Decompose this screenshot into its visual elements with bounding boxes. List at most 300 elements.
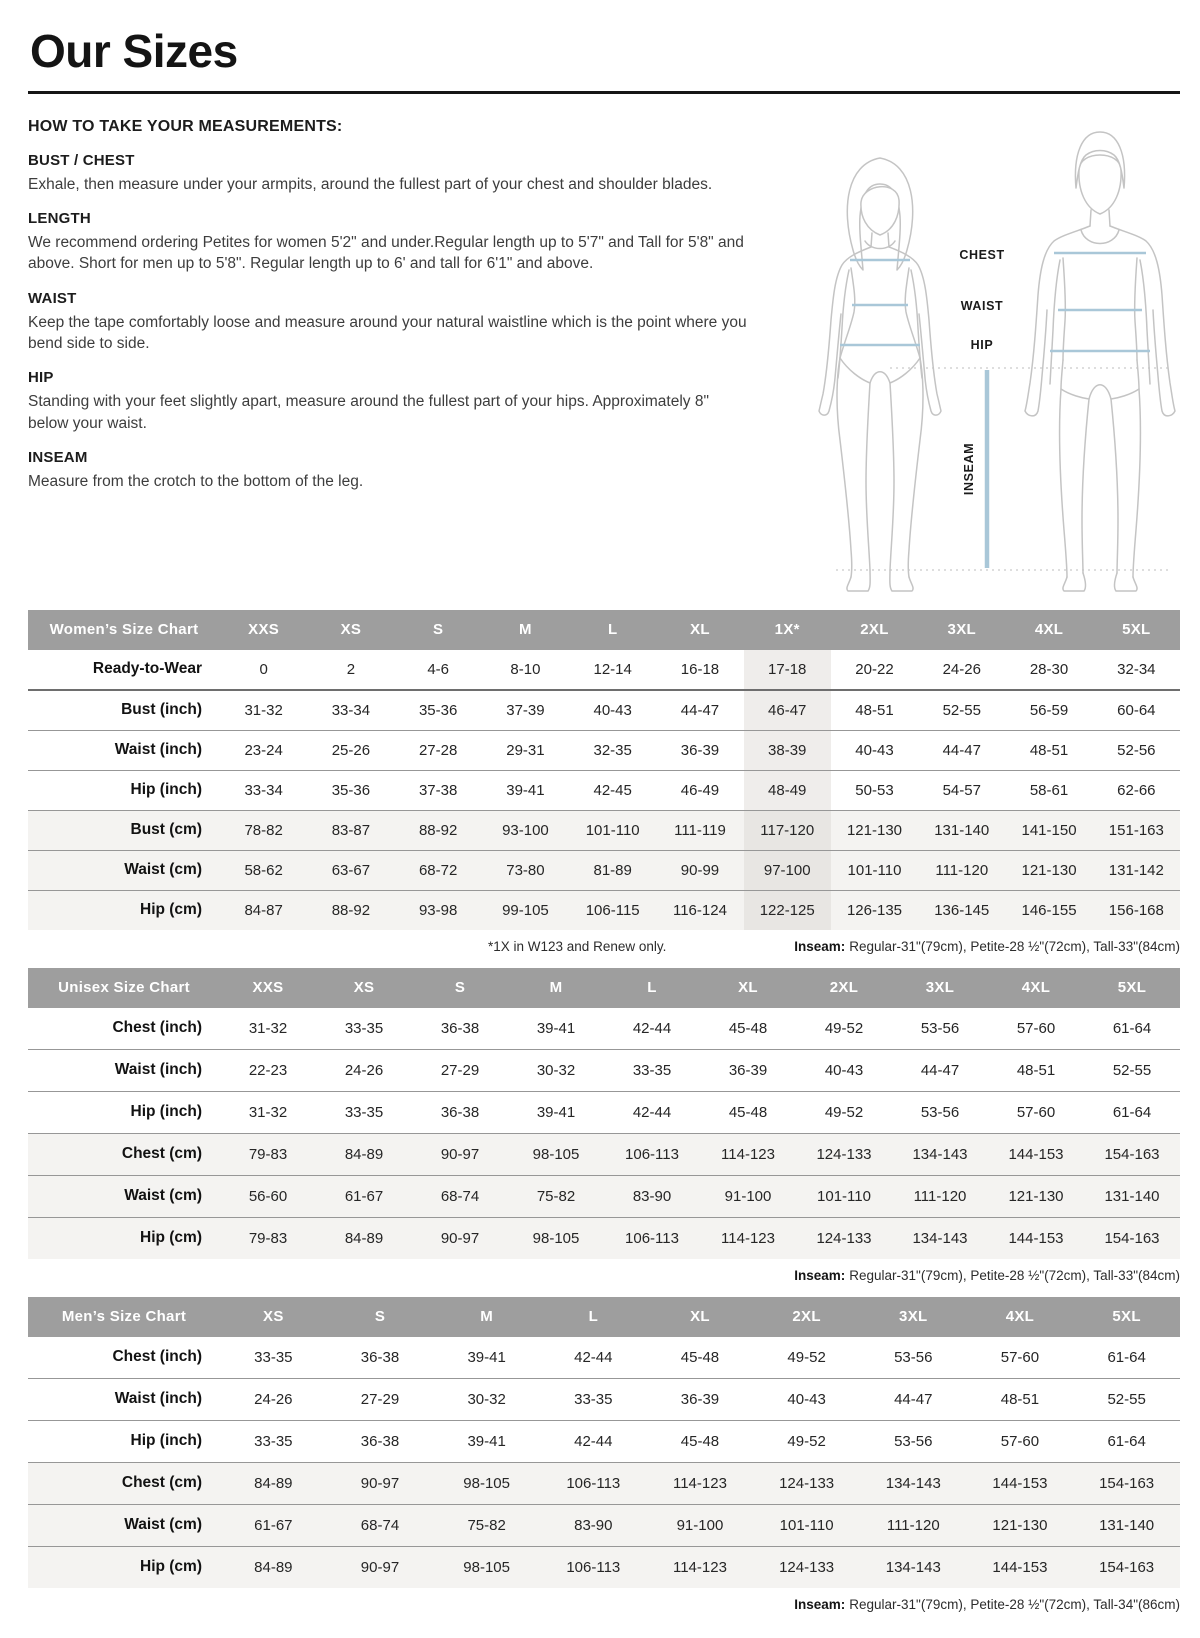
size-value-cell: 114-123 [721, 1145, 775, 1163]
table-header-row [28, 1297, 1180, 1337]
size-value-cell: 117-120 [744, 810, 831, 850]
inseam-footnote-unisex [794, 1268, 1180, 1283]
inseam-footnote-text: Regular-31"(79cm), Petite-28 ½"(72cm), Tall-33"(84cm) [849, 1267, 1180, 1283]
size-value-cell: 111-120 [935, 861, 989, 879]
size-value-cell: 156-168 [1108, 901, 1164, 919]
man-figure [1025, 132, 1175, 591]
size-table-row [28, 850, 1180, 890]
mens-table-footnotes [28, 1597, 1180, 1612]
section-body-bust-chest: Exhale, then measure under your armpits, around the fullest part of your chest and shoulder blades. [28, 175, 713, 193]
size-column-header: 1X* [744, 610, 831, 650]
size-value-cell: 61-64 [1107, 1432, 1146, 1450]
size-value-cell: 106-113 [625, 1229, 679, 1247]
size-value-cell: 32-35 [593, 741, 632, 759]
size-column-header: 2XL [796, 968, 892, 1008]
row-label: Waist (inch) [114, 741, 202, 759]
size-column-header: 5XL [1093, 610, 1180, 650]
size-value-cell: 24-26 [254, 1390, 293, 1408]
size-value-cell: 126-135 [846, 901, 903, 919]
size-value-cell: 84-89 [254, 1474, 293, 1492]
size-column-header: XS [307, 610, 394, 650]
size-column-header: S [327, 1297, 434, 1337]
size-value-cell: 136-145 [934, 901, 990, 919]
size-value-cell: 36-39 [728, 1061, 768, 1079]
size-value-cell: 36-38 [440, 1019, 480, 1037]
size-value-cell: 20-22 [855, 660, 894, 678]
size-value-cell: 33-35 [254, 1432, 293, 1450]
size-value-cell: 52-55 [942, 701, 981, 719]
section-body-waist: Keep the tape comfortably loose and measure around your natural waistline which is the point where you bend side to side. [28, 313, 747, 353]
size-value-cell: 44-47 [894, 1390, 933, 1408]
size-value-cell: 30-32 [536, 1061, 576, 1079]
row-label: Ready-to-Wear [92, 660, 202, 678]
size-value-cell: 63-67 [331, 861, 371, 879]
size-value-cell: 33-34 [244, 781, 283, 799]
size-value-cell: 98-105 [532, 1229, 580, 1247]
size-value-cell: 60-64 [1117, 701, 1156, 719]
size-table-row [28, 1008, 1180, 1050]
one-x-footnote: *1X in W123 and Renew only. [488, 938, 667, 954]
size-value-cell: 42-44 [632, 1019, 672, 1037]
size-value-cell: 58-61 [1029, 781, 1069, 799]
chart-title: Women’s Size Chart [28, 610, 220, 650]
row-label: Bust (inch) [121, 701, 202, 719]
inseam-label: INSEAM [962, 442, 976, 495]
table-header-row [28, 968, 1180, 1008]
size-value-cell: 33-35 [344, 1019, 384, 1037]
size-value-cell: 62-66 [1117, 781, 1156, 799]
size-value-cell: 101-110 [817, 1187, 871, 1205]
row-label: Hip (inch) [130, 781, 202, 799]
size-value-cell: 17-18 [744, 650, 831, 690]
size-value-cell: 151-163 [1108, 821, 1164, 839]
size-value-cell: 39-41 [467, 1432, 506, 1450]
size-value-cell: 37-38 [418, 781, 458, 799]
size-value-cell: 42-44 [632, 1103, 672, 1121]
size-column-header: 4XL [967, 1297, 1074, 1337]
size-value-cell: 114-123 [672, 1558, 727, 1576]
size-value-cell: 98-105 [463, 1558, 510, 1576]
size-column-header: 3XL [860, 1297, 967, 1337]
size-value-cell: 106-113 [566, 1558, 621, 1576]
size-table-row [28, 1378, 1180, 1420]
size-value-cell: 39-41 [506, 781, 545, 799]
size-value-cell: 52-56 [1117, 741, 1156, 759]
size-value-cell: 35-36 [331, 781, 371, 799]
size-value-cell: 134-143 [885, 1558, 941, 1576]
size-value-cell: 45-48 [680, 1432, 720, 1450]
size-value-cell: 23-24 [244, 741, 283, 759]
size-value-cell: 116-124 [672, 901, 727, 919]
size-value-cell: 44-47 [942, 741, 981, 759]
size-column-header: XL [647, 1297, 754, 1337]
woman-figure [819, 158, 941, 591]
size-value-cell: 68-74 [440, 1187, 480, 1205]
figures-panel [758, 118, 1180, 596]
size-value-cell: 121-130 [1008, 1187, 1064, 1205]
size-value-cell: 101-110 [847, 861, 902, 879]
size-value-cell: 36-38 [360, 1432, 400, 1450]
size-value-cell: 146-155 [1021, 901, 1077, 919]
size-value-cell: 58-62 [244, 861, 283, 879]
size-value-cell: 68-74 [360, 1516, 400, 1534]
row-label: Waist (cm) [124, 1187, 202, 1205]
size-value-cell: 121-130 [846, 821, 903, 839]
size-value-cell: 57-60 [1000, 1432, 1040, 1450]
size-value-cell: 83-90 [574, 1516, 613, 1534]
size-value-cell: 31-32 [244, 701, 283, 719]
size-value-cell: 27-29 [440, 1061, 480, 1079]
size-value-cell: 84-89 [254, 1558, 293, 1576]
mens-size-chart [28, 1297, 1180, 1588]
womens-size-chart [28, 610, 1180, 930]
size-value-cell: 84-89 [344, 1145, 384, 1163]
size-table-row [28, 890, 1180, 930]
unisex-size-chart [28, 968, 1180, 1259]
size-value-cell: 29-31 [506, 741, 545, 759]
chest-label: CHEST [959, 247, 1005, 262]
measurement-instructions [28, 118, 758, 493]
size-value-cell: 68-72 [418, 861, 458, 879]
size-column-header: L [604, 968, 700, 1008]
table-header-row [28, 610, 1180, 650]
size-table-row [28, 1091, 1180, 1133]
size-column-header: XL [700, 968, 796, 1008]
size-column-header: 5XL [1084, 968, 1180, 1008]
row-label: Hip (cm) [140, 1229, 202, 1247]
size-value-cell: 81-89 [593, 861, 632, 879]
size-value-cell: 106-113 [625, 1145, 679, 1163]
inseam-footnote-label: Inseam: [794, 1267, 846, 1283]
unisex-table-footnotes [28, 1268, 1180, 1283]
size-value-cell: 57-60 [1000, 1348, 1040, 1366]
size-value-cell: 0 [259, 660, 268, 678]
size-column-header: XS [220, 1297, 327, 1337]
size-table-row [28, 690, 1180, 731]
size-value-cell: 111-120 [913, 1187, 967, 1205]
size-value-cell: 48-51 [1016, 1061, 1056, 1079]
size-value-cell: 106-113 [566, 1474, 621, 1492]
size-value-cell: 154-163 [1099, 1474, 1155, 1492]
size-value-cell: 38-39 [744, 730, 831, 770]
size-value-cell: 40-43 [855, 741, 894, 759]
section-body-inseam: Measure from the crotch to the bottom of the leg. [28, 473, 364, 491]
size-value-cell: 48-51 [1029, 741, 1069, 759]
size-value-cell: 61-64 [1107, 1348, 1146, 1366]
size-value-cell: 46-47 [744, 690, 831, 731]
size-column-header: S [395, 610, 482, 650]
size-value-cell: 42-45 [593, 781, 632, 799]
inseam-footnote-men [794, 1597, 1180, 1612]
size-value-cell: 37-39 [506, 701, 545, 719]
inseam-footnote-women [794, 939, 1180, 954]
size-value-cell: 121-130 [992, 1516, 1048, 1534]
size-value-cell: 57-60 [1016, 1103, 1056, 1121]
size-value-cell: 45-48 [680, 1348, 720, 1366]
size-value-cell: 32-34 [1117, 660, 1156, 678]
size-value-cell: 31-32 [248, 1103, 288, 1121]
size-value-cell: 97-100 [744, 850, 831, 890]
size-value-cell: 61-67 [254, 1516, 293, 1534]
size-value-cell: 27-29 [360, 1390, 400, 1408]
size-value-cell: 90-97 [360, 1558, 400, 1576]
section-body-length: We recommend ordering Petites for women 5'2" and under.Regular length up to 5'7" and Tall for 5'8" and above. Short for men up to 5'8". Regular length up to 6' and tall for 6'1" and above. [28, 233, 744, 273]
waist-label: WAIST [960, 298, 1004, 313]
size-value-cell: 111-120 [886, 1516, 940, 1534]
size-value-cell: 88-92 [331, 901, 371, 919]
chart-title: Men’s Size Chart [28, 1297, 220, 1337]
size-value-cell: 33-34 [331, 701, 371, 719]
row-label: Hip (cm) [140, 1558, 202, 1576]
measurement-figures-illustration [790, 118, 1180, 596]
size-value-cell: 50-53 [855, 781, 894, 799]
size-table-row [28, 730, 1180, 770]
size-value-cell: 49-52 [787, 1348, 826, 1366]
size-value-cell: 141-150 [1021, 821, 1077, 839]
size-value-cell: 46-49 [680, 781, 720, 799]
row-label: Waist (inch) [114, 1061, 202, 1079]
size-column-header: L [540, 1297, 647, 1337]
title-divider [28, 91, 1180, 94]
size-column-header: S [412, 968, 508, 1008]
size-value-cell: 79-83 [248, 1229, 288, 1247]
size-value-cell: 33-35 [344, 1103, 384, 1121]
size-value-cell: 114-123 [721, 1229, 775, 1247]
size-value-cell: 131-142 [1108, 861, 1164, 879]
size-value-cell: 53-56 [920, 1103, 960, 1121]
size-value-cell: 61-67 [344, 1187, 384, 1205]
row-label: Chest (inch) [112, 1019, 202, 1037]
size-value-cell: 124-133 [816, 1229, 872, 1247]
size-value-cell: 2 [346, 660, 356, 678]
size-table-row [28, 1420, 1180, 1462]
size-column-header: M [482, 610, 569, 650]
inseam-footnote-label: Inseam: [794, 938, 846, 954]
size-value-cell: 124-133 [779, 1558, 835, 1576]
size-value-cell: 30-32 [467, 1390, 506, 1408]
size-value-cell: 12-14 [593, 660, 632, 678]
size-column-header: 4XL [1005, 610, 1092, 650]
size-value-cell: 48-49 [744, 770, 831, 810]
size-value-cell: 48-51 [855, 701, 894, 719]
size-value-cell: 4-6 [427, 660, 449, 678]
size-value-cell: 131-140 [1099, 1516, 1155, 1534]
size-value-cell: 39-41 [536, 1019, 576, 1037]
size-value-cell: 49-52 [824, 1019, 864, 1037]
row-label: Chest (cm) [121, 1474, 202, 1492]
hip-label: HIP [970, 337, 994, 352]
row-label: Chest (cm) [121, 1145, 202, 1163]
size-value-cell: 122-125 [744, 890, 831, 930]
row-label: Bust (cm) [130, 821, 202, 839]
size-value-cell: 90-99 [680, 861, 720, 879]
size-value-cell: 49-52 [824, 1103, 864, 1121]
size-value-cell: 84-87 [244, 901, 283, 919]
size-column-header: XL [656, 610, 743, 650]
section-title-waist: WAIST [28, 289, 77, 307]
size-value-cell: 84-89 [344, 1229, 384, 1247]
size-value-cell: 154-163 [1099, 1558, 1155, 1576]
size-value-cell: 36-38 [440, 1103, 480, 1121]
size-value-cell: 154-163 [1104, 1145, 1160, 1163]
size-value-cell: 91-100 [724, 1187, 772, 1205]
size-table-row [28, 1217, 1180, 1259]
size-table-row [28, 1504, 1180, 1546]
size-value-cell: 39-41 [467, 1348, 506, 1366]
size-table-row [28, 650, 1180, 690]
size-value-cell: 121-130 [1021, 861, 1077, 879]
size-column-header: M [433, 1297, 540, 1337]
size-column-header: L [569, 610, 656, 650]
size-value-cell: 44-47 [680, 701, 720, 719]
size-value-cell: 22-23 [248, 1061, 288, 1079]
size-value-cell: 53-56 [894, 1348, 933, 1366]
size-value-cell: 28-30 [1029, 660, 1069, 678]
size-value-cell: 40-43 [787, 1390, 826, 1408]
size-value-cell: 144-153 [1008, 1229, 1064, 1247]
size-column-header: 5XL [1073, 1297, 1180, 1337]
size-value-cell: 154-163 [1104, 1229, 1160, 1247]
size-value-cell: 93-98 [418, 901, 458, 919]
size-value-cell: 48-51 [1000, 1390, 1040, 1408]
size-value-cell: 134-143 [885, 1474, 941, 1492]
size-value-cell: 45-48 [728, 1019, 768, 1037]
size-value-cell: 83-90 [632, 1187, 672, 1205]
size-value-cell: 79-83 [248, 1145, 288, 1163]
section-title-hip: HIP [28, 369, 54, 387]
size-value-cell: 91-100 [676, 1516, 724, 1534]
instructions-heading: HOW TO TAKE YOUR MEASUREMENTS: [28, 117, 343, 135]
size-value-cell: 36-39 [680, 741, 720, 759]
size-value-cell: 57-60 [1016, 1019, 1056, 1037]
size-column-header: XS [316, 968, 412, 1008]
size-table-row [28, 1546, 1180, 1588]
intro-section [28, 118, 1180, 596]
size-value-cell: 8-10 [510, 660, 541, 678]
row-label: Waist (inch) [114, 1390, 202, 1408]
size-value-cell: 124-133 [816, 1145, 872, 1163]
inseam-footnote-text: Regular-31"(79cm), Petite-28 ½"(72cm), Tall-34"(86cm) [849, 1596, 1180, 1612]
size-column-header: M [508, 968, 604, 1008]
size-value-cell: 78-82 [244, 821, 283, 839]
size-column-header: 2XL [831, 610, 918, 650]
size-value-cell: 31-32 [248, 1019, 288, 1037]
size-value-cell: 134-143 [912, 1229, 968, 1247]
size-value-cell: 33-35 [632, 1061, 672, 1079]
size-value-cell: 114-123 [672, 1474, 727, 1492]
size-value-cell: 42-44 [574, 1432, 613, 1450]
size-value-cell: 27-28 [418, 741, 458, 759]
womens-table-footnotes [28, 939, 1180, 954]
size-value-cell: 90-97 [360, 1474, 400, 1492]
size-table-row [28, 1462, 1180, 1504]
size-table-row [28, 1049, 1180, 1091]
size-value-cell: 90-97 [440, 1229, 480, 1247]
inseam-footnote-text: Regular-31"(79cm), Petite-28 ½"(72cm), Tall-33"(84cm) [849, 938, 1180, 954]
size-value-cell: 61-64 [1112, 1103, 1152, 1121]
size-value-cell: 40-43 [824, 1061, 864, 1079]
size-value-cell: 131-140 [1104, 1187, 1160, 1205]
size-value-cell: 98-105 [532, 1145, 580, 1163]
chart-title: Unisex Size Chart [28, 968, 220, 1008]
page-title: Our Sizes [30, 25, 238, 77]
size-value-cell: 90-97 [440, 1145, 480, 1163]
size-value-cell: 24-26 [344, 1061, 384, 1079]
size-value-cell: 106-115 [585, 901, 640, 919]
inseam-footnote-label: Inseam: [794, 1596, 846, 1612]
size-column-header: 3XL [918, 610, 1005, 650]
row-label: Chest (inch) [112, 1348, 202, 1366]
size-table-row [28, 1175, 1180, 1217]
section-title-bust-chest: BUST / CHEST [28, 151, 135, 169]
size-value-cell: 35-36 [418, 701, 458, 719]
row-label: Hip (inch) [130, 1432, 202, 1450]
size-value-cell: 36-38 [360, 1348, 400, 1366]
row-label: Waist (cm) [124, 861, 202, 879]
size-value-cell: 39-41 [536, 1103, 576, 1121]
size-value-cell: 56-60 [248, 1187, 288, 1205]
size-value-cell: 42-44 [574, 1348, 613, 1366]
row-label: Hip (inch) [130, 1103, 202, 1121]
size-value-cell: 33-35 [254, 1348, 293, 1366]
size-value-cell: 61-64 [1112, 1019, 1152, 1037]
size-value-cell: 24-26 [942, 660, 981, 678]
size-table-row [28, 1133, 1180, 1175]
size-value-cell: 124-133 [779, 1474, 835, 1492]
section-title-inseam: INSEAM [28, 449, 88, 467]
size-value-cell: 45-48 [728, 1103, 768, 1121]
size-column-header: 3XL [892, 968, 988, 1008]
size-column-header: XXS [220, 968, 316, 1008]
size-value-cell: 54-57 [942, 781, 981, 799]
size-value-cell: 25-26 [331, 741, 371, 759]
size-value-cell: 33-35 [574, 1390, 613, 1408]
size-value-cell: 144-153 [992, 1474, 1048, 1492]
row-label: Waist (cm) [124, 1516, 202, 1534]
size-value-cell: 99-105 [502, 901, 549, 919]
section-title-length: LENGTH [28, 209, 91, 227]
size-value-cell: 16-18 [680, 660, 720, 678]
size-column-header: 2XL [753, 1297, 860, 1337]
size-value-cell: 98-105 [463, 1474, 510, 1492]
size-value-cell: 101-110 [779, 1516, 834, 1534]
size-value-cell: 88-92 [418, 821, 458, 839]
size-value-cell: 83-87 [331, 821, 371, 839]
size-value-cell: 75-82 [467, 1516, 506, 1534]
size-value-cell: 144-153 [1008, 1145, 1064, 1163]
size-value-cell: 101-110 [585, 821, 640, 839]
size-value-cell: 131-140 [934, 821, 990, 839]
size-value-cell: 44-47 [920, 1061, 960, 1079]
size-value-cell: 53-56 [920, 1019, 960, 1037]
size-table-row [28, 1337, 1180, 1379]
size-value-cell: 52-55 [1107, 1390, 1146, 1408]
size-value-cell: 73-80 [506, 861, 545, 879]
size-value-cell: 144-153 [992, 1558, 1048, 1576]
size-value-cell: 49-52 [787, 1432, 826, 1450]
size-value-cell: 56-59 [1029, 701, 1069, 719]
row-label: Hip (cm) [140, 901, 202, 919]
size-value-cell: 111-119 [674, 821, 726, 839]
size-value-cell: 93-100 [502, 821, 549, 839]
size-value-cell: 134-143 [912, 1145, 968, 1163]
size-value-cell: 75-82 [536, 1187, 576, 1205]
size-value-cell: 52-55 [1112, 1061, 1152, 1079]
size-table-row [28, 810, 1180, 850]
size-value-cell: 36-39 [680, 1390, 720, 1408]
size-table-row [28, 770, 1180, 810]
section-body-hip: Standing with your feet slightly apart, measure around the fullest part of your hips. Approximately 8" below your waist. [28, 393, 709, 432]
